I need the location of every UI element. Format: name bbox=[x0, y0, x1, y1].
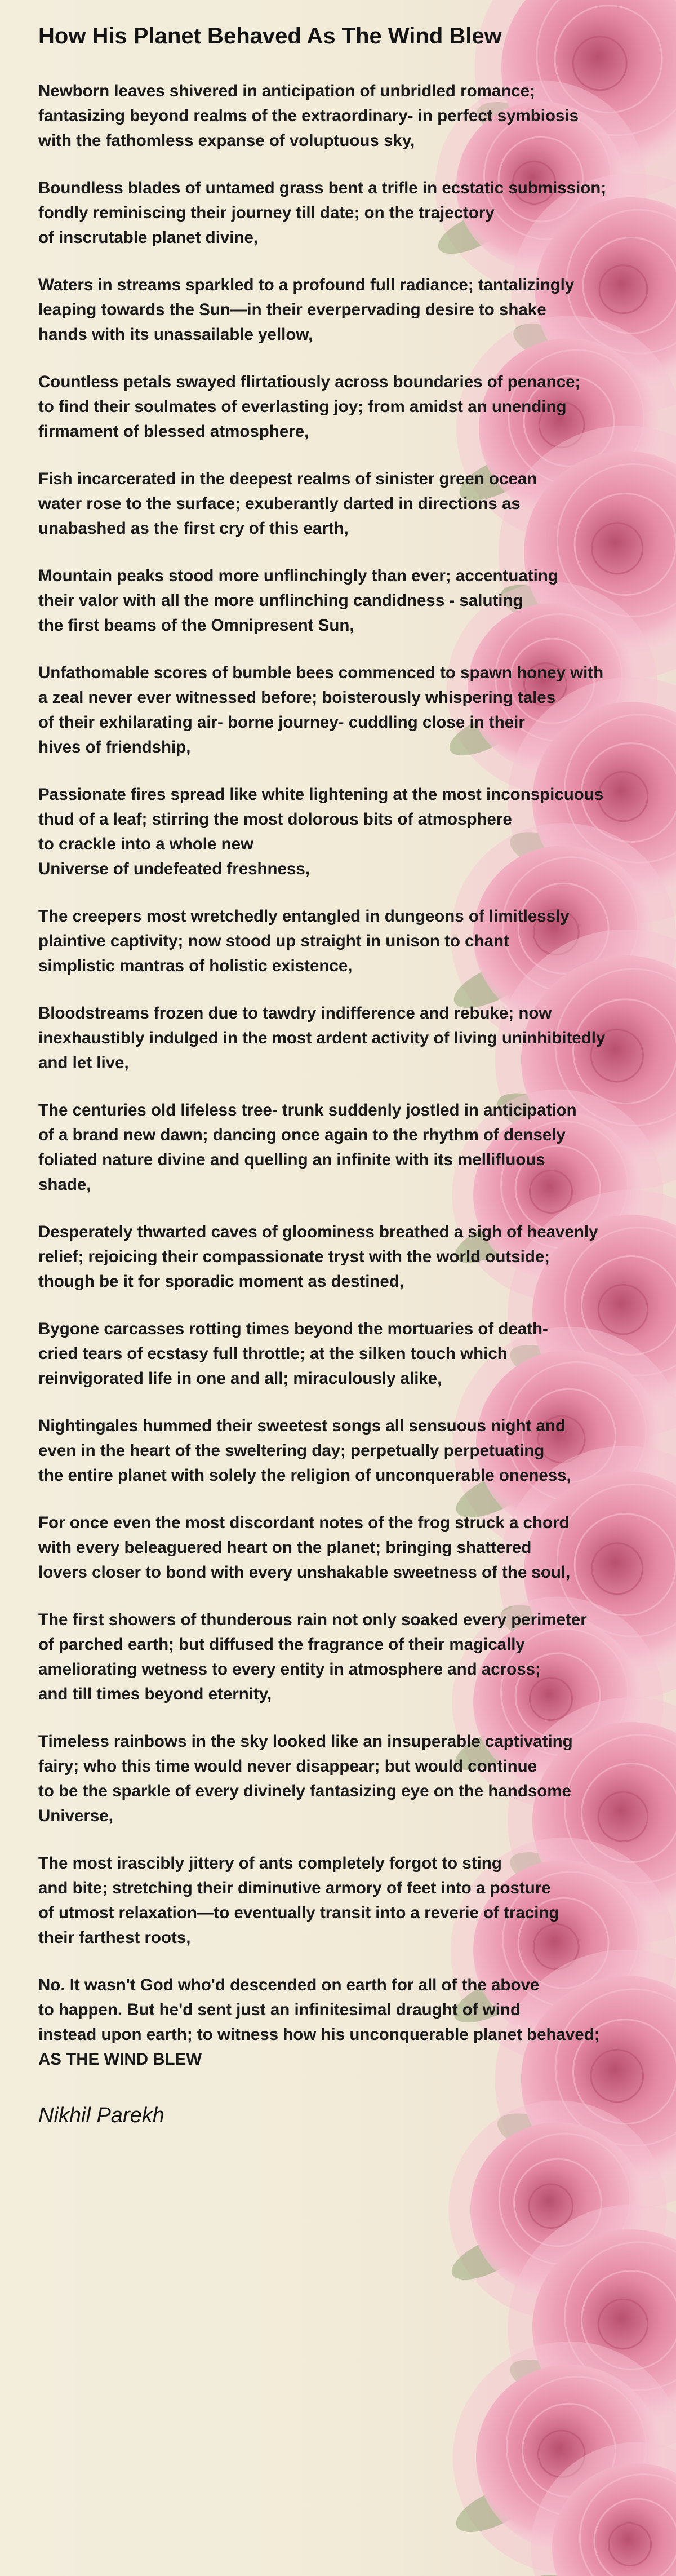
poem-line: Nightingales hummed their sweetest songs all sensuous night and bbox=[38, 1417, 566, 1435]
poem-line: foliated nature divine and quelling an infinite with its mellifluous bbox=[38, 1150, 545, 1169]
poem-line: their valor with all the more unflinching candidness - saluting bbox=[38, 591, 523, 610]
poem-line: firmament of blessed atmosphere, bbox=[38, 422, 309, 441]
poem-line: No. It wasn't God who'd descended on earth for all of the above bbox=[38, 1976, 540, 1994]
stanza bbox=[38, 661, 664, 760]
poem-line: AS THE WIND BLEW bbox=[38, 2050, 202, 2069]
poem-line: The centuries old lifeless tree- trunk suddenly jostled in anticipation bbox=[38, 1101, 577, 1119]
poem-line: of their exhilarating air- borne journey- cuddling close in their bbox=[38, 713, 525, 732]
poem-line: shade, bbox=[38, 1175, 91, 1194]
poem-line: with the fathomless expanse of voluptuous sky, bbox=[38, 131, 415, 150]
poem-container bbox=[38, 23, 664, 2128]
poem-line: Desperately thwarted caves of gloominess breathed a sigh of heavenly bbox=[38, 1223, 598, 1241]
poem-line: ameliorating wetness to every entity in atmosphere and across; bbox=[38, 1660, 541, 1679]
stanza bbox=[38, 1414, 664, 1488]
poem-line: simplistic mantras of holistic existence, bbox=[38, 957, 353, 975]
poem-line: leaping towards the Sun—in their everpervading desire to shake bbox=[38, 300, 546, 319]
poem-title: How His Planet Behaved As The Wind Blew bbox=[38, 24, 502, 48]
stanza bbox=[38, 782, 664, 882]
poem-line: fondly reminiscing their journey till date; on the trajectory bbox=[38, 203, 495, 222]
poem-line: hands with its unassailable yellow, bbox=[38, 325, 313, 344]
stanza bbox=[38, 904, 664, 979]
stanza bbox=[38, 1001, 664, 1075]
poem-line: of inscrutable planet divine, bbox=[38, 228, 259, 247]
stanza bbox=[38, 1608, 664, 1707]
poem-line: the entire planet with solely the religion of unconquerable oneness, bbox=[38, 1466, 571, 1485]
poem-line: Universe, bbox=[38, 1807, 113, 1825]
poem-line: with every beleaguered heart on the planet; bringing shattered bbox=[38, 1538, 532, 1557]
poem-line: Passionate fires spread like white lightening at the most inconspicuous bbox=[38, 785, 604, 804]
poem-line: The first showers of thunderous rain not only soaked every perimeter bbox=[38, 1610, 587, 1629]
poem-line: water rose to the surface; exuberantly darted in directions as bbox=[38, 494, 521, 513]
poem-line: of utmost relaxation—to eventually transit into a reverie of tracing bbox=[38, 1904, 559, 1922]
poem-line: The creepers most wretchedly entangled in dungeons of limitlessly bbox=[38, 907, 570, 926]
poem-line: the first beams of the Omnipresent Sun, bbox=[38, 616, 354, 635]
poem-line: plaintive captivity; now stood up straight in unison to chant bbox=[38, 932, 509, 950]
stanza bbox=[38, 564, 664, 638]
poem-line: hives of friendship, bbox=[38, 738, 191, 756]
poem-line: and till times beyond eternity, bbox=[38, 1685, 272, 1703]
stanza bbox=[38, 1511, 664, 1585]
poem-line: and let live, bbox=[38, 1054, 129, 1072]
poem-line: Unfathomable scores of bumble bees commenced to spawn honey with bbox=[38, 663, 604, 682]
stanza bbox=[38, 1973, 664, 2072]
poem-line: their farthest roots, bbox=[38, 1928, 191, 1947]
poem-line: fantasizing beyond realms of the extraordinary- in perfect symbiosis bbox=[38, 107, 579, 125]
poem-line: inexhaustibly indulged in the most ardent activity of living uninhibitedly bbox=[38, 1029, 606, 1047]
poem-line: Bloodstreams frozen due to tawdry indifference and rebuke; now bbox=[38, 1004, 552, 1023]
poem-line: to crackle into a whole new bbox=[38, 835, 254, 853]
poem-line: relief; rejoicing their compassionate tryst with the world outside; bbox=[38, 1247, 550, 1266]
poem-line: lovers closer to bond with every unshakable sweetness of the soul, bbox=[38, 1563, 571, 1582]
poem-line: cried tears of ecstasy full throttle; at the silken touch which bbox=[38, 1344, 508, 1363]
poem-line: to be the sparkle of every divinely fantasizing eye on the handsome bbox=[38, 1782, 571, 1800]
poem-line: Waters in streams sparkled to a profound full radiance; tantalizingly bbox=[38, 276, 575, 294]
stanza bbox=[38, 1098, 664, 1197]
poem-line: a zeal never ever witnessed before; boisterously whispering tales bbox=[38, 688, 556, 707]
stanza bbox=[38, 176, 664, 250]
poem-line: to happen. But he'd sent just an infinitesimal draught of wind bbox=[38, 2000, 521, 2019]
poem-line: of parched earth; but diffused the fragrance of their magically bbox=[38, 1635, 525, 1654]
stanza bbox=[38, 1317, 664, 1391]
poem-body bbox=[38, 79, 664, 2072]
poem-line: even in the heart of the sweltering day; perpetually perpetuating bbox=[38, 1441, 545, 1460]
poem-line: unabashed as the first cry of this earth, bbox=[38, 519, 349, 538]
poem-line: reinvigorated life in one and all; miraculously alike, bbox=[38, 1369, 442, 1388]
stanza bbox=[38, 370, 664, 444]
stanza bbox=[38, 1220, 664, 1294]
poem-line: of a brand new dawn; dancing once again to the rhythm of densely bbox=[38, 1126, 566, 1144]
poem-line: to find their soulmates of everlasting joy; from amidst an unending bbox=[38, 397, 567, 416]
poem-line: The most irascibly jittery of ants completely forgot to sting bbox=[38, 1854, 502, 1873]
poem-line: Bygone carcasses rotting times beyond the mortuaries of death- bbox=[38, 1320, 548, 1338]
poem-line: Newborn leaves shivered in anticipation of unbridled romance; bbox=[38, 82, 535, 100]
stanza bbox=[38, 273, 664, 347]
poem-line: Mountain peaks stood more unflinchingly than ever; accentuating bbox=[38, 566, 558, 585]
poem-line: For once even the most discordant notes of the frog struck a chord bbox=[38, 1513, 570, 1532]
poem-line: Timeless rainbows in the sky looked like an insuperable captivating bbox=[38, 1732, 573, 1751]
poem-line: though be it for sporadic moment as destined, bbox=[38, 1272, 404, 1291]
poem-line: Fish incarcerated in the deepest realms of sinister green ocean bbox=[38, 470, 537, 488]
poem-line: Countless petals swayed flirtatiously across boundaries of penance; bbox=[38, 373, 581, 391]
poem-line: thud of a leaf; stirring the most dolorous bits of atmosphere bbox=[38, 810, 512, 829]
poem-author: Nikhil Parekh bbox=[38, 2104, 164, 2127]
poem-line: Universe of undefeated freshness, bbox=[38, 860, 310, 878]
poem-line: and bite; stretching their diminutive armory of feet into a posture bbox=[38, 1879, 551, 1897]
poem-line: instead upon earth; to witness how his unconquerable planet behaved; bbox=[38, 2025, 600, 2044]
stanza bbox=[38, 1851, 664, 1950]
stanza bbox=[38, 79, 664, 153]
poem-line: Boundless blades of untamed grass bent a trifle in ecstatic submission; bbox=[38, 179, 607, 197]
stanza bbox=[38, 1729, 664, 1829]
stanza bbox=[38, 467, 664, 541]
poem-line: fairy; who this time would never disappear; but would continue bbox=[38, 1757, 537, 1776]
